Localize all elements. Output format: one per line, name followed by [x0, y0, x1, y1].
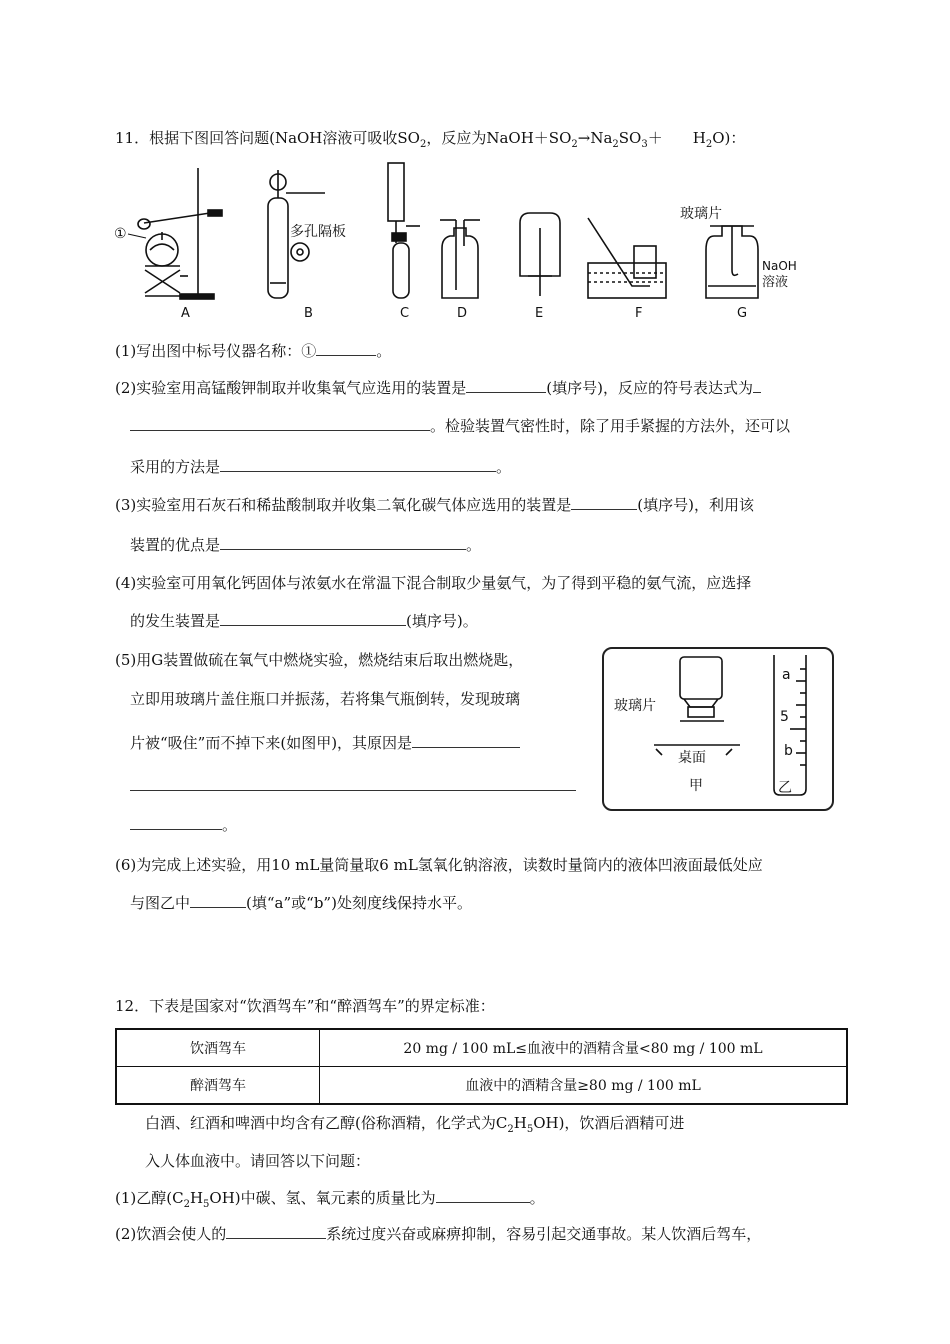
cyl-mark-a: a [782, 667, 791, 683]
answer-blank[interactable] [412, 733, 520, 748]
label-c: C [400, 306, 410, 321]
jia-label: 甲 [689, 778, 703, 794]
q12-text2: 入人体血液中。请回答以下问题： [145, 1152, 371, 1170]
answer-blank[interactable] [220, 611, 406, 626]
apparatus-f [588, 218, 666, 298]
q11-part5-line3: 片被“吸住”而不掉下来(如图甲)，其原因是 [130, 733, 520, 753]
table-row [116, 1067, 847, 1105]
q11-part5-line1: (5)用G装置做硫在氧气中燃烧实验，燃烧结束后取出燃烧匙， [115, 651, 524, 669]
table-cell: 20 mg / 100 mL≤血液中的酒精含量<80 mg / 100 mL [320, 1029, 848, 1067]
table-cell: 醉酒驾车 [116, 1067, 320, 1105]
table-row [116, 1029, 847, 1067]
apparatus-figure [110, 158, 810, 328]
answer-blank[interactable] [190, 893, 246, 908]
label-b: B [304, 306, 313, 321]
answer-blank[interactable] [753, 378, 761, 393]
apparatus-c [388, 163, 420, 298]
q11-part2-line3: 采用的方法是 。 [130, 458, 512, 476]
cyl-mark-5: 5 [780, 709, 789, 725]
label-e: E [535, 306, 544, 321]
q12-text1: 白酒、红酒和啤酒中均含有乙醇(俗称酒精，化学式为$C_2H_5OH$)，饮酒后酒精可进 [145, 1114, 685, 1135]
q11-part6-line1: (6)为完成上述实验，用10 mL量筒量取6 mL氢氧化钠溶液，读数时量筒内的液体凹液面最低处应 [115, 856, 763, 874]
q11-part4-line1: (4)实验室可用氧化钙固体与浓氨水在常温下混合制取少量氨气，为了得到平稳的氨气流，应选择 [115, 574, 752, 592]
cyl-mark-b: b [784, 743, 793, 759]
answer-blank[interactable] [226, 1224, 326, 1239]
perforated-plate-label: 多孔隔板 [290, 224, 346, 240]
q11-part2-line1: (2)实验室用高锰酸钾制取并收集氧气应选用的装置是 (填序号)，反应的符号表达式为 [115, 378, 761, 398]
q11-part5-line5: 。 [130, 815, 237, 835]
q11-part5-line4 [130, 776, 576, 796]
label-g: G [737, 306, 748, 321]
answer-blank[interactable] [466, 378, 546, 393]
inverted-bottle [654, 657, 740, 755]
q12-part1: (1)乙醇$(C_2H_5OH)$中碳、氢、氧元素的质量比为 。 [115, 1189, 545, 1210]
q12-intro: 12．下表是国家对“饮酒驾车”和“醉酒驾车”的界定标准： [115, 997, 495, 1015]
answer-blank[interactable] [130, 776, 576, 791]
answer-blank[interactable] [130, 416, 430, 431]
g-naoh-label: NaOH [762, 259, 797, 273]
drink-driving-table [115, 1028, 848, 1105]
q11-part6-line2: 与图乙中 (填“a”或“b”)处刻度线保持水平。 [130, 894, 472, 912]
apparatus-d [440, 220, 480, 298]
answer-blank[interactable] [436, 1188, 530, 1203]
q11-part4-line2: 的发生装置是 (填序号)。 [130, 612, 478, 630]
label-f: F [635, 306, 643, 321]
table-label: 桌面 [678, 750, 706, 766]
figure-circle-label: ① [114, 226, 127, 242]
answer-blank[interactable] [130, 815, 222, 830]
figure-jia-yi-box [602, 647, 834, 811]
apparatus-a [138, 168, 222, 299]
table-cell: 饮酒驾车 [116, 1029, 320, 1067]
q11-part2-line2: 。检验装置气密性时，除了用手紧握的方法外，还可以 [130, 416, 790, 436]
q11-part3-line2: 装置的优点是 。 [130, 536, 482, 554]
label-a: A [181, 306, 190, 321]
q11-part1: (1)写出图中标号仪器名称：① 。 [115, 342, 392, 360]
g-solution-label: 溶液 [762, 275, 789, 290]
q12-part2: (2)饮酒会使人的 系统过度兴奋或麻痹抑制，容易引起交通事故。某人饮酒后驾车， [115, 1225, 762, 1243]
label-d: D [457, 306, 468, 321]
answer-blank[interactable] [571, 495, 637, 510]
apparatus-e [520, 213, 560, 296]
answer-blank[interactable] [220, 457, 496, 472]
answer-blank[interactable] [220, 535, 466, 550]
jia-glass-label: 玻璃片 [614, 698, 656, 714]
yi-label: 乙 [778, 780, 792, 796]
g-glass-label: 玻璃片 [680, 206, 722, 222]
q11-part3-line1: (3)实验室用石灰石和稀盐酸制取并收集二氧化碳气体应选用的装置是 (填序号)，利用该 [115, 496, 754, 514]
apparatus-g [706, 226, 758, 298]
q11-intro: 11．根据下图回答问题(NaOH溶液可吸收$SO_2$，反应为$NaOH+SO_2\to Na_2SO_3+$ $H_2O$)： [115, 129, 746, 150]
table-cell: 血液中的酒精含量≥80 mg / 100 mL [320, 1067, 848, 1105]
answer-blank[interactable] [316, 341, 376, 356]
q11-part5-line2: 立即用玻璃片盖住瓶口并振荡，若将集气瓶倒转，发现玻璃 [130, 690, 521, 708]
